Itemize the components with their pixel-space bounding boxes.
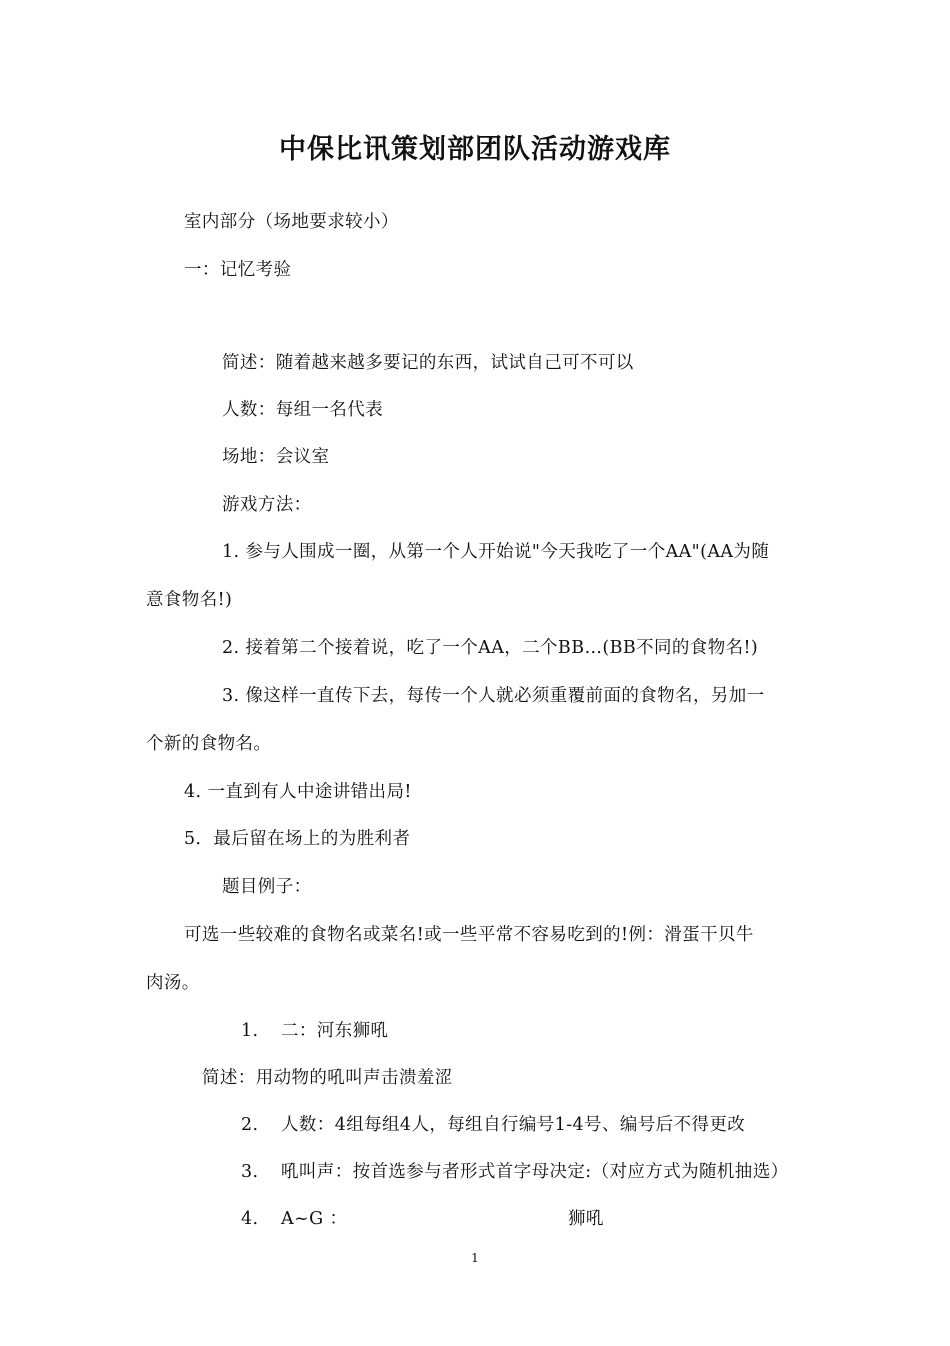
list-item-step-3-continued: 个新的食物名。 <box>146 734 272 754</box>
page-title: 中保比讯策划部团队活动游戏库 <box>279 134 671 165</box>
game-heading-lion-roar: 二：河东狮吼 <box>281 1021 389 1041</box>
list-item-roar-rule <box>241 1161 789 1183</box>
list-number: 1. <box>241 1021 259 1041</box>
paragraph-method-heading: 游戏方法： <box>222 495 312 515</box>
paragraph-venue: 场地：会议室 <box>222 447 330 467</box>
list-item-step-1-continued: 意食物名!) <box>146 590 233 610</box>
list-item-players-2 <box>241 1114 745 1136</box>
list-item-text: 吼叫声：按首选参与者形式首字母决定:（对应方式为随机抽选） <box>281 1162 789 1182</box>
list-number: 2. <box>241 1115 259 1135</box>
list-item-game-2 <box>241 1020 388 1042</box>
paragraph-examples: 可选一些较难的食物名或菜名!或一些平常不容易吃到的!例：滑蛋干贝牛 <box>184 925 754 945</box>
paragraph-examples-heading: 题目例子： <box>222 877 312 897</box>
paragraph-summary-2: 简述：用动物的吼叫声击溃羞涩 <box>202 1068 453 1088</box>
list-item-step-5: 5．最后留在场上的为胜利者 <box>184 829 411 849</box>
game-heading-memory-test: 一：记忆考验 <box>184 260 292 280</box>
list-number: 4. <box>241 1209 259 1229</box>
page-number: 1 <box>471 1251 479 1265</box>
list-item-step-2: 2. 接着第二个接着说，吃了一个AA，二个BB…(BB不同的食物名!) <box>222 638 759 658</box>
list-item-roar-mapping <box>241 1208 604 1230</box>
section-heading-indoor: 室内部分（场地要求较小） <box>184 212 399 232</box>
list-item-text: 人数：4组每组4人，每组自行编号1-4号、编号后不得更改 <box>281 1115 746 1135</box>
list-number: 3. <box>241 1162 259 1182</box>
list-item-step-1: 1. 参与人围成一圈，从第一个人开始说"今天我吃了一个AA"(AA为随 <box>222 542 770 562</box>
mapping-animal: 狮吼 <box>568 1209 604 1229</box>
paragraph-summary: 简述：随着越来越多要记的东西，试试自己可不可以 <box>222 353 634 373</box>
list-item-step-4: 4. 一直到有人中途讲错出局! <box>184 782 412 802</box>
paragraph-examples-continued: 肉汤。 <box>146 973 200 993</box>
mapping-letters: A~G ： <box>281 1209 348 1229</box>
list-item-step-3: 3. 像这样一直传下去，每传一个人就必须重覆前面的食物名，另加一 <box>222 686 765 706</box>
paragraph-players: 人数：每组一名代表 <box>222 400 384 420</box>
